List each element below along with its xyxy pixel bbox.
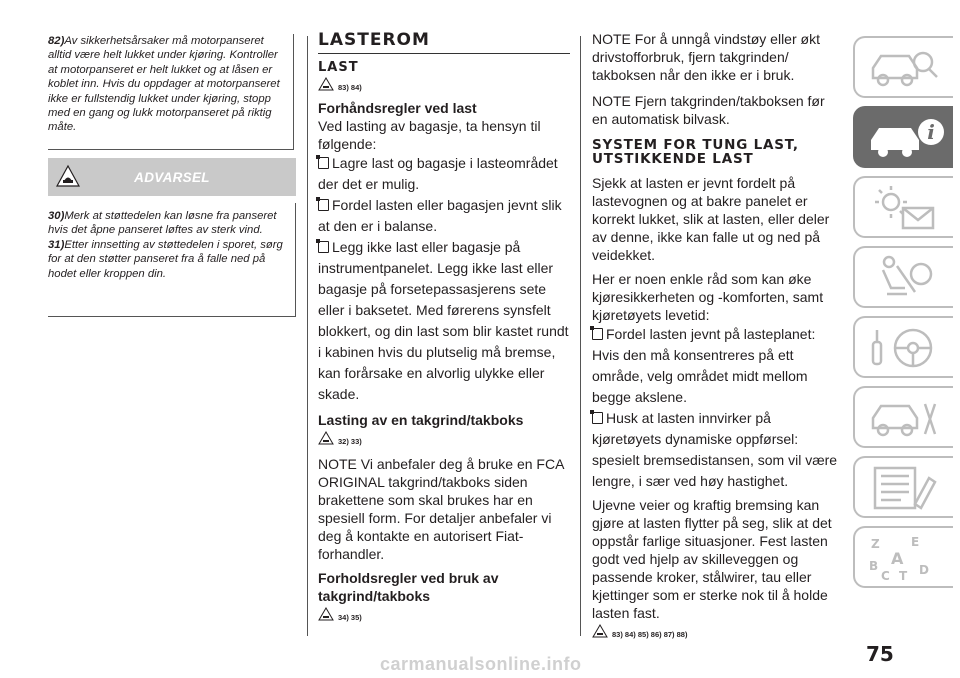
bullet-icon bbox=[318, 241, 329, 253]
reference-numbers: 32) 33) bbox=[338, 437, 362, 446]
car-search-icon bbox=[865, 44, 945, 92]
reference-line bbox=[318, 75, 570, 97]
svg-text:i: i bbox=[927, 120, 935, 144]
warning-small-icon bbox=[318, 431, 334, 445]
index-letter: Z bbox=[871, 537, 880, 551]
tab-checklist[interactable] bbox=[853, 456, 953, 518]
note-31-number: 31) bbox=[48, 238, 65, 251]
list-item bbox=[592, 408, 838, 492]
car-tools-icon bbox=[865, 394, 945, 442]
reference-line bbox=[318, 429, 570, 451]
alphabet-index-icon bbox=[865, 534, 945, 582]
watermark: carmanualsonline.info bbox=[380, 654, 582, 674]
intro-paragraph: Ved lasting av bagasje, ta hensyn til følgende: bbox=[318, 118, 541, 152]
list-item-text: Fordel lasten jevnt på lasteplanet: Hvis den må konsentreres på ett område, velg området midt mellom begge akslene. bbox=[592, 326, 816, 405]
list-item-text: Legg ikke last eller bagasje på instrumentpanelet. Legg ikke last eller bagasje på forsetepassasjerens sete eller i baksetet. Med førerens synsfelt blokkert, og din last som blir kastet rundt i kabinen hvis du plutselig må bremse, kan forårsake en alvorlig ulykke eller skade. bbox=[318, 239, 569, 402]
lights-mail-icon bbox=[865, 184, 945, 232]
bullet-icon bbox=[318, 157, 329, 169]
paragraph-sjekk: Sjekk at lasten er jevnt fordelt på lastevognen og at bakre panelet er korrekt lukket, slik at lasten, eller deler av denne, ikke kan falle ut og ned på veidekket. bbox=[592, 175, 830, 263]
tab-steering-key[interactable] bbox=[853, 316, 953, 378]
warning-small-icon bbox=[318, 607, 334, 621]
paragraph-noen: Her er noen enkle råd som kan øke kjøresikkerheten og -komforten, samt kjøretøyets levetid: bbox=[592, 271, 824, 323]
heading-forholdsregler: Forholdsregler ved bruk av takgrind/takboks bbox=[318, 570, 499, 604]
warning-notes-box bbox=[48, 203, 296, 317]
index-letter: B bbox=[869, 559, 879, 573]
note-fca-paragraph: NOTE Vi anbefaler deg å bruke en FCA ORIGINAL takgrind/takboks siden brakettene som skal brukes har en spesiell form. For detaljer anbefaler vi deg å kontakte en autorisert Fiat-forhandler. bbox=[318, 456, 564, 562]
car-info-icon bbox=[865, 114, 945, 162]
list-item bbox=[318, 195, 570, 237]
list-item bbox=[318, 153, 570, 195]
column-divider bbox=[307, 36, 308, 636]
note-82-number: 82) bbox=[48, 35, 65, 47]
list-item-text: Husk at lasten innvirker på kjøretøyets dynamiske oppførsel: spesielt bremsedistansen, som vil være lengre, i sær ved høy hastighet. bbox=[592, 410, 838, 489]
steering-key-icon bbox=[865, 324, 945, 372]
heading-forhandsregler: Forhåndsregler ved last bbox=[318, 100, 477, 116]
sub-title: LAST bbox=[318, 60, 359, 75]
list-item-text: Fordel lasten eller bagasjen jevnt slik at den er i balanse. bbox=[318, 197, 562, 234]
bullet-icon bbox=[592, 328, 603, 340]
tab-car-tools[interactable] bbox=[853, 386, 953, 448]
warning-small-icon bbox=[318, 77, 334, 91]
section-title: LASTEROM bbox=[318, 30, 570, 54]
tab-lights-mail[interactable] bbox=[853, 176, 953, 238]
chapter-sidebar bbox=[853, 36, 960, 596]
index-letter: E bbox=[911, 535, 920, 549]
reference-numbers: 83) 84) bbox=[338, 83, 362, 92]
warning-banner bbox=[48, 158, 296, 196]
bullet-icon bbox=[592, 412, 603, 424]
tab-seat-airbag[interactable] bbox=[853, 246, 953, 308]
reference-line bbox=[318, 605, 570, 627]
list-item-text: Lagre last og bagasje i lasteområdet der det er mulig. bbox=[318, 155, 558, 192]
note-82-box bbox=[48, 34, 294, 150]
index-letter: A bbox=[891, 549, 904, 568]
index-letter: T bbox=[899, 569, 908, 582]
index-letter: D bbox=[919, 563, 929, 577]
tab-car-info[interactable] bbox=[853, 106, 953, 168]
heading-system-tung-last: SYSTEM FOR TUNG LAST, UTSTIKKENDE LAST bbox=[592, 137, 799, 167]
paragraph-ujevne: Ujevne veier og kraftig bremsing kan gjøre at lasten flytter på seg, slik at det oppstår farlige situasjoner. Fest lasten godt ved hjelp av skilleveggen og passende kroker, stålwirer, tau eller kjettinger som er sterke nok til å holde lasten fast. bbox=[592, 497, 832, 621]
reference-numbers: 34) 35) bbox=[338, 613, 362, 622]
warning-label: ADVARSEL bbox=[134, 170, 210, 185]
seat-airbag-icon bbox=[865, 254, 945, 302]
note-paragraph: NOTE For å unngå vindstøy eller økt drivstofforbruk, fjern takgrinden/ takboksen når den ikke er i bruk. bbox=[592, 31, 820, 83]
note-82-text: Av sikkerhetsårsaker må motorpanseret alltid være helt lukket under kjøring. Kontroller at motorpanseret er helt lukket og at låsen er koblet inn. Hvis du oppdager at motorpanseret ikke er fullstendig lukket under kjøring, stopp med en gang og lukk motorpanseret på riktig måte. bbox=[48, 35, 280, 134]
warning-small-icon bbox=[592, 624, 608, 638]
column-divider bbox=[580, 36, 581, 636]
page-number: 75 bbox=[866, 642, 894, 666]
checklist-icon bbox=[865, 464, 945, 512]
note-30-number: 30) bbox=[48, 210, 65, 222]
bullet-icon bbox=[318, 199, 329, 211]
note-paragraph: NOTE Fjern takgrinden/takboksen før en automatisk bilvask. bbox=[592, 93, 825, 127]
reference-line bbox=[592, 622, 838, 644]
heading-takgrind: Lasting av en takgrind/takboks bbox=[318, 412, 524, 428]
index-letter: C bbox=[881, 569, 890, 582]
note-31-text: Etter innsetting av støttedelen i sporet, sørg for at den støtter panseret fra å falle ned på hodet eller kroppen din. bbox=[48, 238, 283, 280]
right-column bbox=[592, 30, 838, 644]
middle-column bbox=[318, 30, 570, 627]
list-item bbox=[318, 237, 570, 405]
tab-alphabet-index[interactable] bbox=[853, 526, 953, 588]
reference-numbers: 83) 84) 85) 86) 87) 88) bbox=[612, 630, 688, 639]
tab-car-search[interactable] bbox=[853, 36, 953, 98]
note-30-text: Merk at støttedelen kan løsne fra panseret hvis det åpne panseret løftes av sterk vind. bbox=[48, 210, 277, 237]
list-item bbox=[592, 324, 838, 408]
